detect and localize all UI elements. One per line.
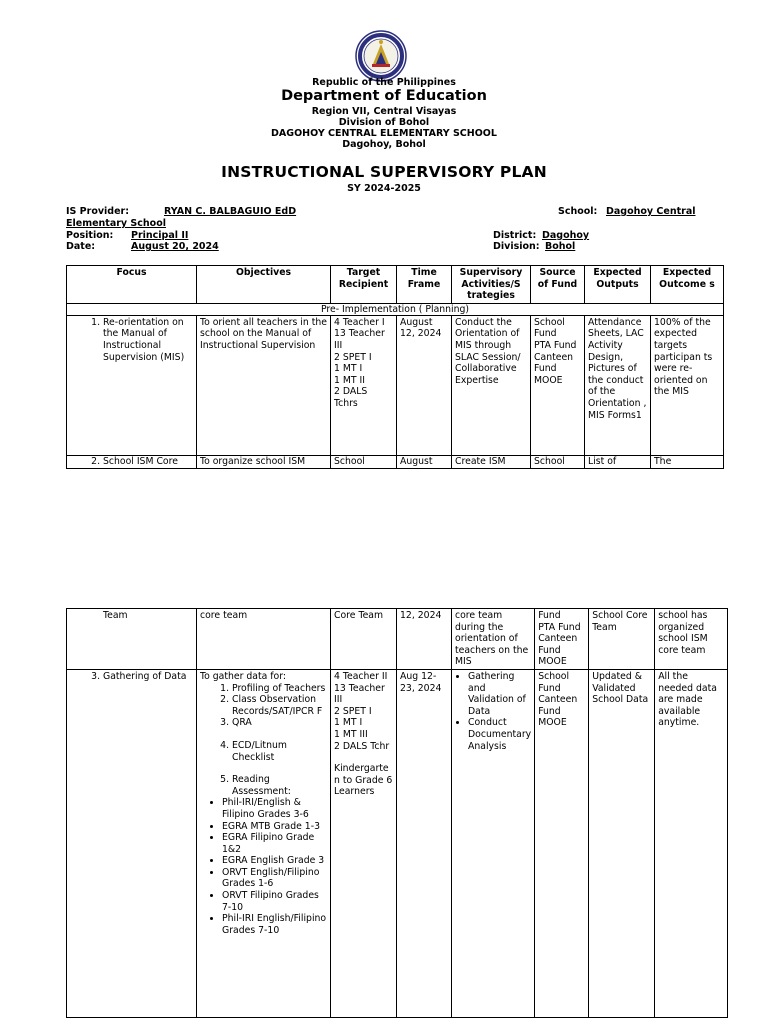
activities-cell: Create ISM: [452, 455, 531, 468]
division-field-value: Bohol: [545, 241, 576, 252]
col-header-expected-outputs: Expected Outputs: [585, 266, 651, 304]
table-row: [67, 669, 728, 1017]
supervisory-plan-table-continued: [66, 608, 728, 1018]
objectives-cell: core team: [197, 609, 331, 670]
school-field-value-2: Elementary School: [66, 218, 166, 229]
recipient-cell: School: [331, 455, 397, 468]
deped-seal-icon: [355, 30, 407, 82]
focus-text: 2. School ISM Core: [103, 457, 193, 467]
fund-cell: School Fund PTA Fund Canteen Fund MOOE: [531, 315, 585, 455]
fund-cell: School Fund Canteen Fund MOOE: [535, 669, 589, 1017]
focus-cell: [67, 669, 197, 1017]
table-row: [67, 455, 724, 468]
school-label: DAGOHOY CENTRAL ELEMENTARY SCHOOL: [271, 128, 497, 139]
time-frame-cell: Aug 12-23, 2024: [397, 669, 452, 1017]
time-frame-cell: August 12, 2024: [397, 315, 452, 455]
col-header-activities: Supervisory Activities/S trategies: [452, 266, 531, 304]
supervisory-plan-table: [66, 265, 724, 469]
outcomes-cell: 100% of the expected targets participan ts were re-oriented on the MIS: [651, 315, 724, 455]
col-header-source-of-fund: Source of Fund: [531, 266, 585, 304]
activities-cell: core team during the orientation of teachers on the MIS: [452, 609, 535, 670]
focus-cell: [67, 315, 197, 455]
school-year-label: SY 2024-2025: [347, 183, 421, 194]
outputs-cell: School Core Team: [589, 609, 655, 670]
recipient-cell: 4 Teacher II 13 Teacher III 2 SPET I 1 MT I 1 MT III 2 DALS Tchr Kindergarten to Grade 6 Learners: [331, 669, 397, 1017]
division-label: Division of Bohol: [338, 117, 430, 128]
time-frame-cell: August: [397, 455, 452, 468]
recipient-cell: Core Team: [331, 609, 397, 670]
objectives-cell: To gather data for: 1. Profiling of Teachers 2. Class Observation Records/SAT/IPCR F 3. QRA 4. ECD/Litnum Checklist 5. Reading Assessment: • Phil-IRI/English & Filipino Grades 3-6 • EGRA MTB Grade 1-3 • EGRA Filipino Grade 1&2 • EGRA English Grade 3 • ORVT English/Filipino Grades 1-6 • ORVT Filipino Grades 7-10 • Phil-IRI English/Filipino Grades 7-10: [197, 669, 331, 1017]
outcomes-cell: All the needed data are made available anytime.: [655, 669, 728, 1017]
school-field-value-1: Dagohoy Central: [606, 206, 696, 217]
col-header-focus: Focus: [67, 266, 197, 304]
outcomes-cell: school has organized school ISM core team: [655, 609, 728, 670]
recipient-cell: 4 Teacher I 13 Teacher III 2 SPET I 1 MT I 1 MT II 2 DALS Tchrs: [331, 315, 397, 455]
document-title: INSTRUCTIONAL SUPERVISORY PLAN: [221, 163, 547, 181]
time-frame-cell: 12, 2024: [397, 609, 452, 670]
date-label: Date:: [66, 241, 96, 252]
focus-text: 1. Re-orientation on the Manual of Instructional Supervision (MIS): [103, 317, 193, 363]
region-label: Region VII, Central Visayas: [311, 106, 457, 117]
focus-text: 3. Gathering of Data: [103, 671, 193, 683]
outputs-cell: Attendance Sheets, LAC Activity Design, Pictures of the conduct of the Orientation , MIS Forms1: [585, 315, 651, 455]
outputs-cell: Updated & Validated School Data: [589, 669, 655, 1017]
focus-cell: Team: [67, 609, 197, 670]
table-row: [67, 609, 728, 670]
fund-cell: Fund PTA Fund Canteen Fund MOOE: [535, 609, 589, 670]
col-header-time-frame: Time Frame: [397, 266, 452, 304]
col-header-objectives: Objectives: [197, 266, 331, 304]
col-header-target-recipient: Target Recipient: [331, 266, 397, 304]
is-provider-value: RYAN C. BALBAGUIO EdD: [164, 206, 297, 217]
objectives-cell: To organize school ISM: [197, 455, 331, 468]
department-title: Department of Education: [281, 88, 487, 104]
focus-cell: [67, 455, 197, 468]
location-label: Dagohoy, Bohol: [342, 139, 426, 150]
objectives-cell: To orient all teachers in the school on the Manual of Instructional Supervision: [197, 315, 331, 455]
phase-row: [67, 303, 724, 315]
republic-label: Republic of the Philippines: [312, 77, 456, 88]
outputs-cell: List of: [585, 455, 651, 468]
date-value: August 20, 2024: [131, 241, 219, 252]
table-header-row: [67, 266, 724, 304]
district-label: District:: [493, 230, 537, 241]
col-header-expected-outcomes: Expected Outcome s: [651, 266, 724, 304]
position-value: Principal II: [131, 230, 189, 241]
position-label: Position:: [66, 230, 114, 241]
activities-cell: Conduct the Orientation of MIS through SLAC Session/ Collaborative Expertise: [452, 315, 531, 455]
division-field-label: Division:: [493, 241, 540, 252]
fund-cell: School: [531, 455, 585, 468]
table-row: [67, 315, 724, 455]
outcomes-cell: The: [651, 455, 724, 468]
activities-cell: • Gathering and Validation of Data • Conduct Documentary Analysis: [452, 669, 535, 1017]
district-value: Dagohoy: [542, 230, 590, 241]
school-field-label: School:: [558, 206, 598, 217]
phase-label: Pre- Implementation ( Planning): [67, 303, 724, 315]
is-provider-label: IS Provider:: [66, 206, 130, 217]
